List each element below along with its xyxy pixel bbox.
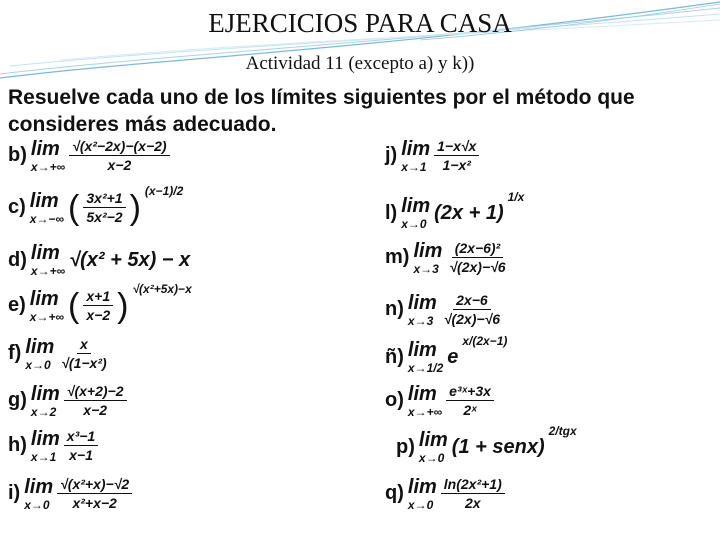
exercise-l <box>385 190 525 231</box>
limit-operator: lim x→−∞ <box>29 189 65 226</box>
limit-operator: lim x→3 <box>413 239 443 276</box>
limit-operator: lim x→2 <box>30 382 60 419</box>
exercise-label: d) <box>8 248 27 271</box>
expression: √(x² + 5x) − x <box>69 248 191 271</box>
limit-operator: lim x→+∞ <box>407 382 443 419</box>
limit-operator: lim x→1 <box>401 137 431 174</box>
limit-operator: lim x→0 <box>407 475 437 512</box>
exercise-label: o) <box>385 389 404 412</box>
expression: (2x + 1) <box>434 201 504 224</box>
fraction: $\frac{\text{√(x²−2x)−(x−2)}}{x-2}$ <box>69 138 169 173</box>
exercise-nn <box>385 334 508 375</box>
exponent: x/(2x−1) <box>462 334 508 348</box>
fraction: $\frac{1-x√x}{\text{1−x²}}$ <box>434 138 479 173</box>
fraction: $\frac{\text{e³ˣ+3x}}{\text{2ˣ}}$ <box>446 383 494 418</box>
slide-title: EJERCICIOS PARA CASA <box>208 8 512 38</box>
exercise-d <box>8 243 190 277</box>
exercise-m <box>385 240 509 275</box>
slide-subtitle: Actividad 11 (excepto a) y k)) <box>245 53 475 74</box>
exercise-label: j) <box>385 144 398 167</box>
exponent: √(x²+5x)−x <box>132 282 192 296</box>
exercise-label: g) <box>8 389 27 412</box>
exercise-c: c) lim x→−∞ ( $\frac{\text{3x²+1}}{\text{5x²−2}}$ ) (x−1)/2 <box>8 184 184 227</box>
fraction: $\frac{x}{\text{√(1−x²)}}$ <box>61 336 107 372</box>
fraction: $\frac{\text{ln(2x²+1)}}{2x}$ <box>441 476 505 511</box>
exercise-q <box>385 476 505 511</box>
limit-operator: lim x→3 <box>407 291 437 328</box>
limit-operator: lim x→0 <box>401 195 431 231</box>
exercise-label: q) <box>385 482 404 505</box>
limit-operator: lim x→+∞ <box>29 287 65 324</box>
exercise-h <box>8 428 98 463</box>
fraction: $\frac{\text{(2x−6)²}}{√(2x)-√6}$ <box>449 240 506 276</box>
fraction: $\frac{\text{√(x²+x)−√2}}{\text{x²+x−2}}$ <box>57 476 132 511</box>
limit-operator: lim x→0 <box>24 475 54 512</box>
exercise-f <box>8 336 110 371</box>
exponent: 2/tgx <box>548 424 577 438</box>
exercise-b <box>8 138 170 173</box>
fraction: $\frac{2x-6}{√(2x)-√6}$ <box>443 292 501 328</box>
exercise-i <box>8 476 132 511</box>
expression: (1 + senx) <box>451 435 545 458</box>
fraction: $\frac{\text{x³−1}}{x-1}$ <box>64 428 98 463</box>
exercise-j <box>385 138 479 173</box>
expression: e <box>447 345 459 368</box>
exercise-o <box>385 383 494 418</box>
exercise-label: f) <box>8 342 22 365</box>
exercise-label: e) <box>8 294 26 317</box>
exercise-label: m) <box>385 246 410 269</box>
fraction: $\frac{x+1}{x-2}$ <box>83 288 113 323</box>
limit-operator: lim x→+∞ <box>30 137 66 174</box>
limit-operator: lim x→0 <box>25 335 55 372</box>
limit-operator: lim x→1/2 <box>407 339 444 375</box>
exercise-label: l) <box>385 201 398 224</box>
exercise-e: e) lim x→+∞ ( $\frac{x+1}{x-2}$ ) √(x²+5x)−x <box>8 282 192 325</box>
exercise-label: ñ) <box>385 345 404 368</box>
limit-operator: lim x→1 <box>30 427 60 464</box>
exercise-label: b) <box>8 144 27 167</box>
exercise-g <box>8 383 127 418</box>
exercise-label: c) <box>8 196 26 219</box>
exercise-label: h) <box>8 434 27 457</box>
exercise-label: i) <box>8 482 21 505</box>
exponent: (x−1)/2 <box>144 184 184 198</box>
exercise-p <box>396 424 577 465</box>
limit-operator: lim x→0 <box>418 429 448 465</box>
fraction: $\frac{√(x+2)-2}{x-2}$ <box>64 383 127 418</box>
exercise-label: n) <box>385 298 404 321</box>
exercise-label: p) <box>396 435 415 458</box>
fraction: $\frac{\text{3x²+1}}{\text{5x²−2}}$ <box>83 190 125 225</box>
limit-operator: lim x→+∞ <box>30 242 66 278</box>
exponent: 1/x <box>507 190 525 204</box>
instruction-text: Resuelve cada uno de los límites siguientes por el método que consideres más adecuado. <box>8 86 635 136</box>
exercise-n <box>385 292 503 327</box>
